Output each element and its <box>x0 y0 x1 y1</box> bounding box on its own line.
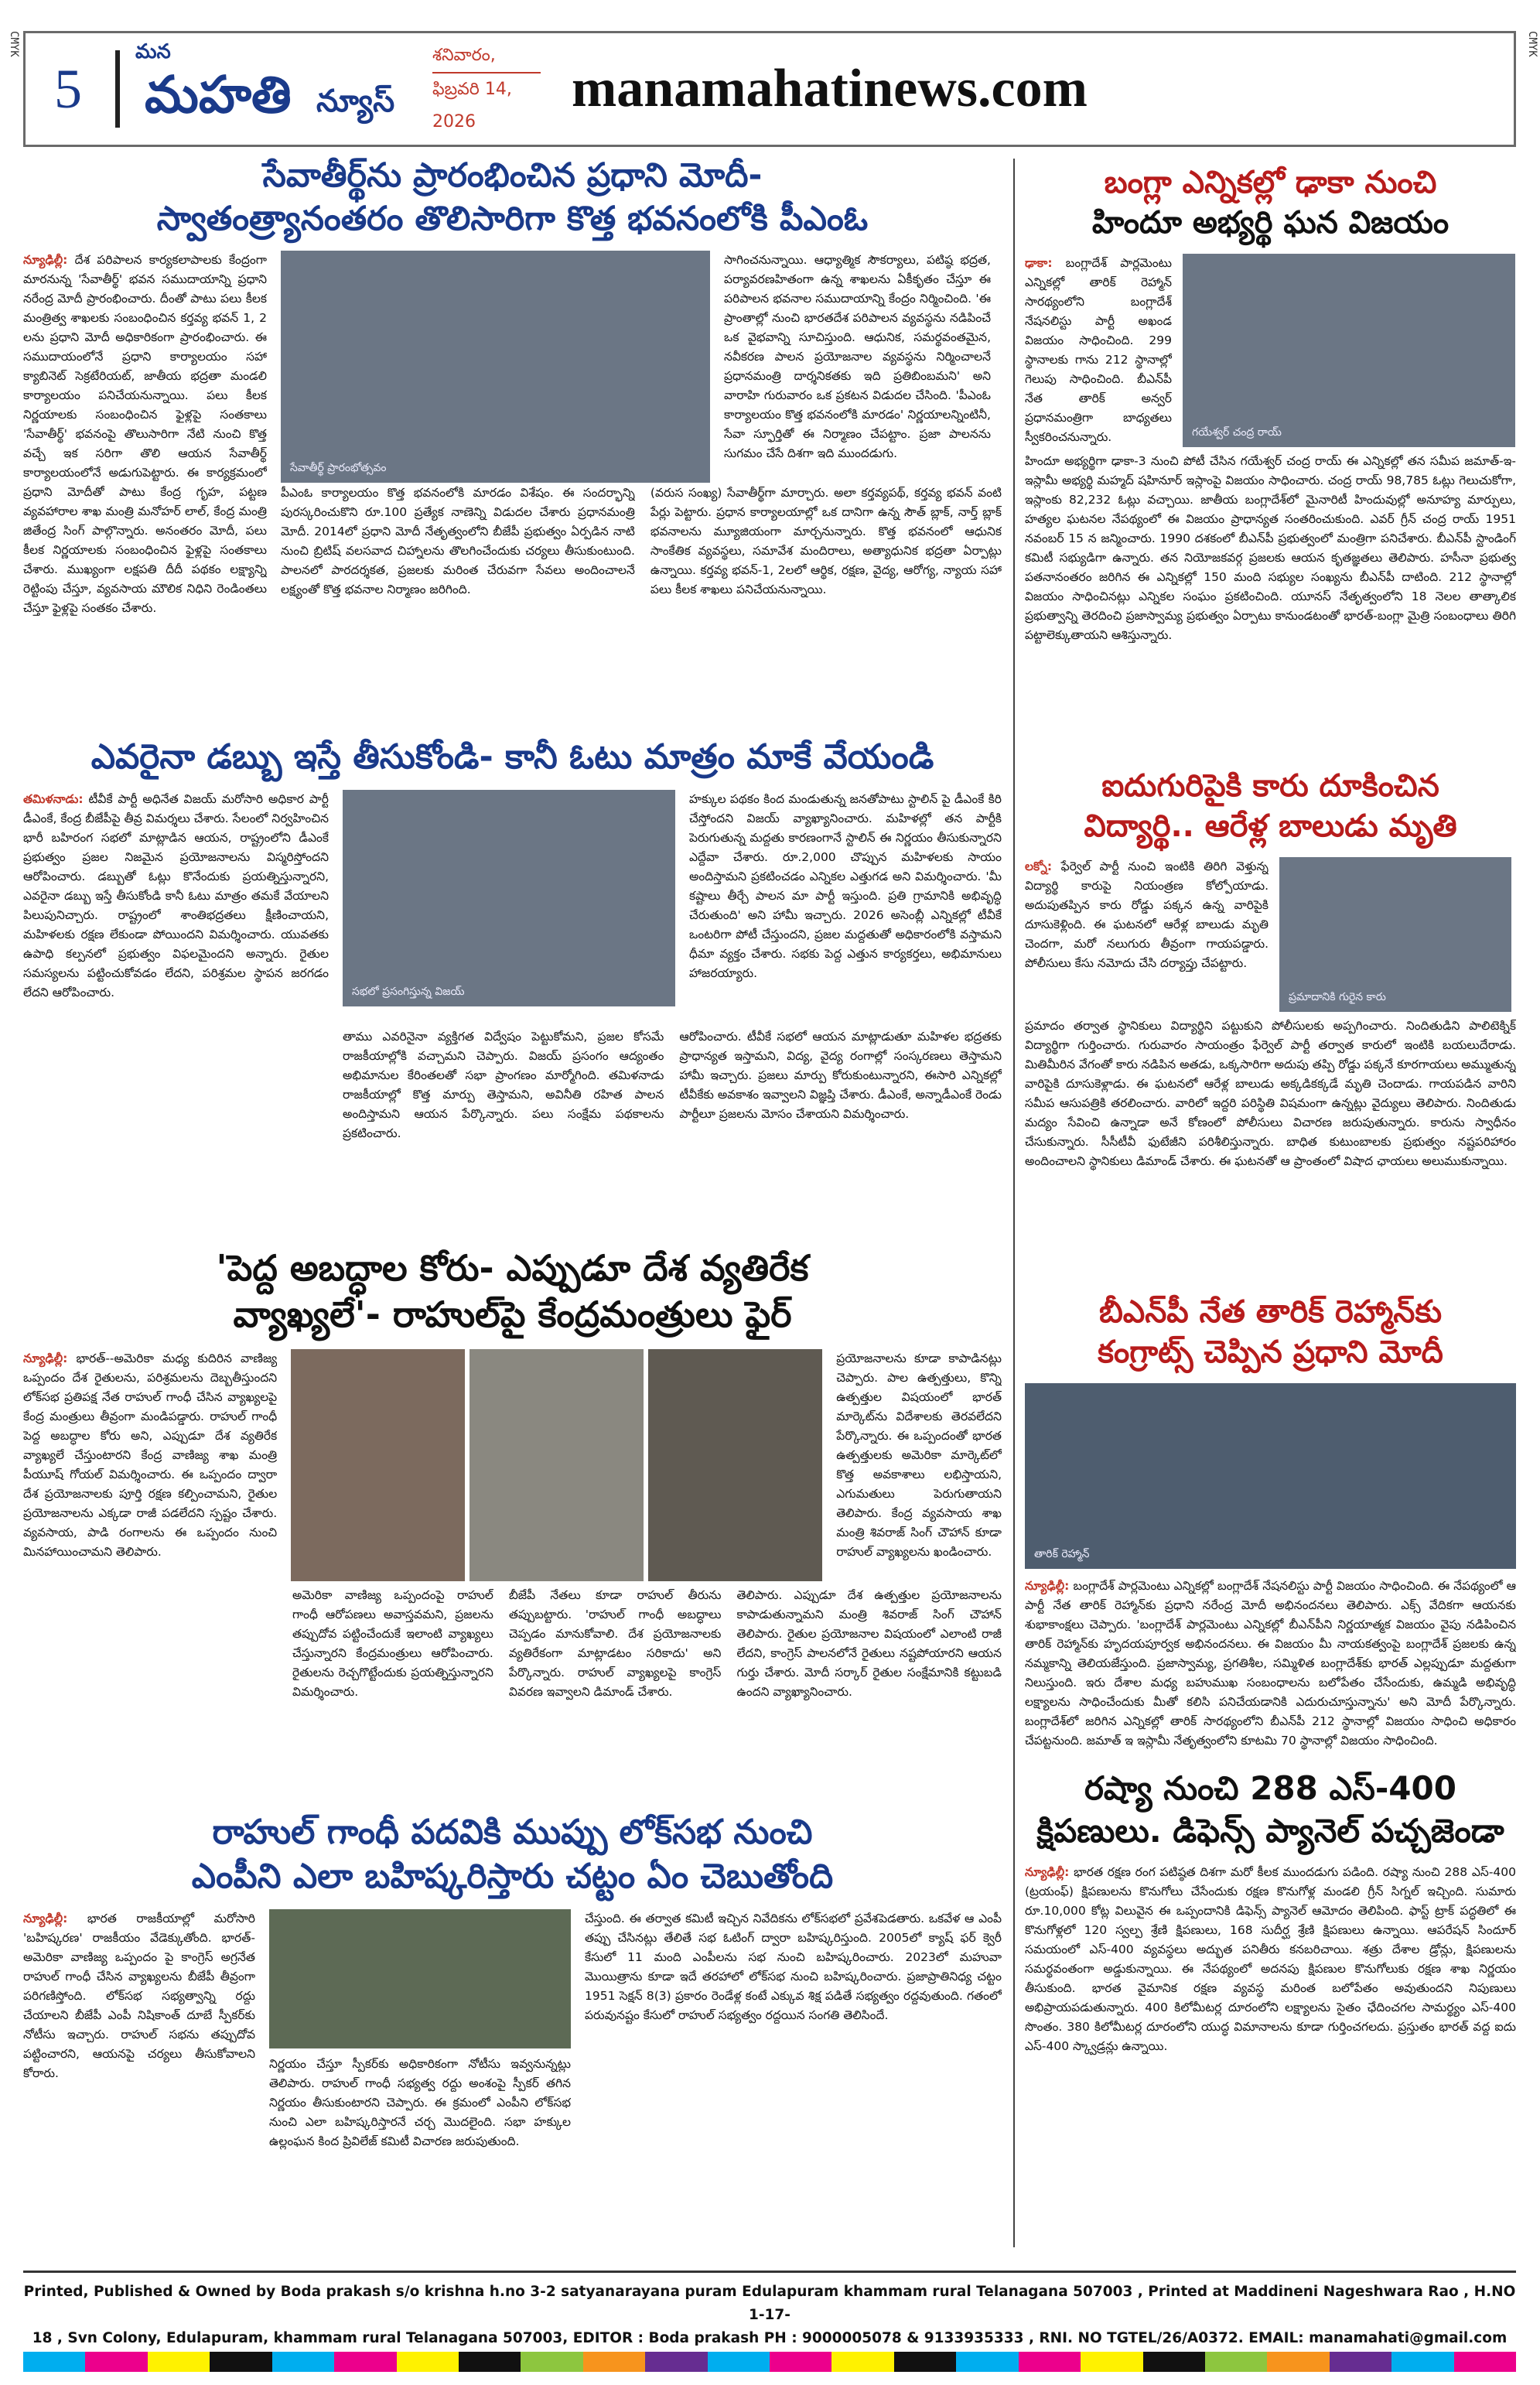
section-divider <box>1013 159 1015 2247</box>
printer-color-bar <box>23 2352 1516 2372</box>
color-swatch <box>148 2352 210 2372</box>
color-swatch <box>521 2352 582 2372</box>
headline-car-2: విద్యార్థి.. ఆరేళ్ల బాలుడు మృతి <box>1084 808 1457 844</box>
cmyk-marks-left: CMYK <box>8 31 20 57</box>
dateline: న్యూఢిల్లీ: <box>1025 1865 1070 1880</box>
article-rahul-ministers <box>23 1245 1002 1795</box>
photo-caption: తారిక్ రెహ్మాన్ <box>1034 1548 1090 1560</box>
article-body: బీజేపీ నేతలు కూడా రాహుల్ తీరును తప్పుబట్టారు. 'రాహుల్ గాంధీ అబద్ధాలు చెప్పడం మానుకోవాలి. దేశ ప్రయోజనాలకు వ్యతిరేకంగా మాట్లాడటం సరికాదు' అని పేర్కొన్నారు. రాహుల్ వ్యాఖ్యలపై కాంగ్రెస్ వివరణ ఇవ్వాలని డిమాండ్ చేశారు. <box>508 1588 722 1699</box>
color-swatch <box>956 2352 1018 2372</box>
color-swatch <box>85 2352 147 2372</box>
dateline: లక్నో: <box>1025 859 1053 873</box>
color-swatch <box>459 2352 521 2372</box>
article-body: హిందూ అభ్యర్థిగా ఢాకా-3 నుంచి పోటీ చేసిన గయేశ్వర్ చంద్ర రాయ్ ఈ ఎన్నికల్లో తన సమీప జమాత్-ఇ-ఇస్లామీ అభ్యర్థి మహ్మద్ షహినూర్ ఇస్లాంపై విజయం సాధించారు. చంద్ర రాయ్ 98,785 ఓట్లు గెలుచుకోగా, ఇస్లాంకు 82,232 ఓట్లు వచ్చాయి. జాతీయ బంగ్లాదేశ్‌లో మైనారిటీ హిందువుల్లో అనూహ్య మార్పులు, హత్యల ఘటనల నేపథ్యంలో ఈ విజయం ప్రాధాన్యత సంతరించుకుంది. ఎవర్ గ్రీన్ చంద్ర రాయ్ 1951 నవంబర్ 15 న జన్మించారు. 1990 దశకంలో బీఎన్‌పీ ప్రభుత్వంలో మంత్రిగా పనిచేశారు. బీఎన్‌పీ స్టాండింగ్ కమిటీ సభ్యుడిగా ఉన్నారు. తన నియోజకవర్గ ప్రజలకు ఆయన కృతజ్ఞతలు తెలిపారు. హసీనా ప్రభుత్వ పతనానంతరం జరిగిన ఈ ఎన్నికల్లో 150 మంది సభ్యుల సంఖ్యను బీఎన్‌పీ దాటింది. 212 స్థానాల్లో విజయం సాధించినట్లు ఎన్నికల సంఘం ప్రకటించింది. యూనస్ నేతృత్వంలోని 18 నెలల తాత్కాలిక ప్రభుత్వాన్ని తెరదించి ప్రజాస్వామ్య ప్రభుత్వం ఏర్పాటు కానుండటంతో భారత్-బంగ్లా మైత్రి సంబంధాలు తిరిగి పట్టాలెక్కుతాయని ఆశిస్తున్నారు. <box>1025 454 1516 642</box>
article-text: దేశ పరిపాలన కార్యకలాపాలకు కేంద్రంగా మారనున్న 'సేవాతీర్థ్' భవన సముదాయాన్ని ప్రధాని నరేంద్ర మోదీ ప్రారంభించారు. దీంతో పాటు పలు కీలక మంత్రిత్వ శాఖలకు సంబంధించిన కర్తవ్య భవన్ 1, 2 లను ప్రధాని మోదీ అధికారికంగా ప్రారంభించారు. ఈ సముదాయంలోనే ప్రధాని కార్యాలయం సహా క్యాబినెట్ సెక్రటేరియట్, జాతీయ భద్రతా మండలి కార్యాలయం పనిచేయనున్నాయి. పలు కీలక నిర్ణయాలకు సంబంధించిన ఫైళ్లపై సంతకాలు 'సేవాతీర్థ్' భవనంపై తొలుసారిగా నేటి నుంచి కొత్త వచ్చే ఇక సరిగా తొలి ఆయన సేవాతీర్థ్ కార్యాలయంలోనే అడుగుపెట్టారు. ఈ కార్యక్రమంలో ప్రధాని మోదీతో పాటు కేంద్ర గృహ, పట్టణ వ్యవహారాల శాఖ మంత్రి మనోహర్ లాల్, కేంద్ర మంత్రి జితేంద్ర సింగ్ పాల్గొన్నారు. అనంతరం మోదీ, పలు కీలక నిర్ణయాలకు సంబంధించిన ఫైళ్లపై సంతకాలు చేశారు. ముఖ్యంగా లక్షపతి దీదీ పథకం లక్ష్యాన్ని రెట్టింపు చేస్తూ, వ్యవసాయ మౌలిక నిధిని రెండింతలు చేస్తూ ఫైళ్లపై సంతకం చేశారు. <box>23 252 267 615</box>
dateline: న్యూఢిల్లీ: <box>23 1912 68 1926</box>
article-body <box>23 1349 277 1782</box>
article-body: సాగించనున్నాయి. ఆధ్యాత్మిక సౌకర్యాలు, పటిష్ఠ భద్రత, పర్యావరణహితంగా ఉన్న శాఖలను ఏకీకృతం చేస్తూ ఈ పరిపాలన భవనాల సముదాయాన్ని కేంద్రం నిర్మించింది. 'ఈ ప్రాంతాల్లో నుంచి భారతదేశ పరిపాలన వ్యవస్థను నడిపించే ఒక వైభవాన్ని సూచిస్తుంది. ఆధునిక, సమర్థవంతమైన, నవీకరణ పాలన ప్రయోజనాల వ్యవస్థను నిర్మించాలనే ప్రధానమంత్రి దార్శనికతకు ఇది ప్రతిబింబమని' అని వారాహి గురువారం ఒక ప్రకటన విడుదల చేసింది. 'పీఎంఓ కార్యాలయం కొత్త భవనంలోకి మారడం' నిర్ణయాలన్నింటినీ, సేవా స్ఫూర్తితో ఈ నిర్మాణం చేపట్టాం. ప్రజా పాలనను సుగమం చేసే దిశగా ఇది ముందడుగు. <box>724 252 991 460</box>
article-photo <box>1279 857 1511 1012</box>
article-text: భారత్--అమెరికా మధ్య కుదిరిన వాణిజ్య ఒప్పందం దేశ రైతులను, పరిశ్రమలను దెబ్బతీస్తుందని లోక్‌సభ ప్రతిపక్ష నేత రాహుల్ గాంధీ చేసిన వ్యాఖ్యలపై కేంద్ర మంత్రులు తీవ్రంగా మండిపడ్డారు. రాహుల్ గాంధీ పెద్ద అబద్ధాల కోరు అని, ఎప్పుడూ దేశ వ్యతిరేక వ్యాఖ్యలే చేస్తుంటారని కేంద్ర వాణిజ్య శాఖ మంత్రి పీయూష్ గోయల్ విమర్శించారు. ఈ ఒప్పందం ద్వారా దేశ ప్రయోజనాలకు పూర్తి రక్షణ కల్పించామని, రైతుల ప్రయోజనాలను ఎక్కడా రాజీ పడలేదని స్పష్టం చేశారు. వ్యవసాయ, పాడి రంగాలను ఈ ఒప్పందం నుంచి మినహాయించామని తెలిపారు. <box>23 1351 278 1559</box>
issue-date-text: ఫిబ్రవరి 14, 2026 <box>432 80 512 132</box>
photo-caption: సేవాతీర్థ్ ప్రారంభోత్సవం <box>290 461 387 474</box>
minister-photo <box>291 1349 465 1581</box>
logo-news: న్యూస్ <box>316 84 395 119</box>
article-seva-teerth <box>23 155 1002 727</box>
article-body: అమెరికా వాణిజ్య ఒప్పందంపై రాహుల్ గాంధీ ఆరోపణలు అవాస్తవమని, ప్రజలను తప్పుదోవ పట్టించేందుకే ఇలాంటి వ్యాఖ్యలు చేస్తున్నారని కేంద్రమంత్రులు ఆరోపించారు. రైతులను రెచ్చగొట్టేందుకు ప్రయత్నిస్తున్నారని విమర్శించారు. <box>292 1588 493 1699</box>
article-photo <box>1025 1383 1516 1569</box>
article-body: ఆరోపించారు. టీవీకే సభలో ఆయన మాట్లాడుతూ మహిళల భద్రతకు ప్రాధాన్యత ఇస్తామని, విద్య, వైద్య రంగాల్లో సంస్కరణలు తెస్తామని హామీ ఇచ్చారు. ప్రజలు మార్పు కోరుకుంటున్నారని, ఈసారి ఎన్నికల్లో టీవీకేకు అవకాశం ఇవ్వాలని విజ్ఞప్తి చేశారు. డీఎంకే, అన్నాడీఎంకే రెండు పార్టీలూ ప్రజలను మోసం చేశాయని విమర్శించారు. <box>679 1030 1002 1121</box>
article-text: బంగ్లాదేశ్ పార్లమెంటు ఎన్నికల్లో బంగ్లాదేశ్ నేషనలిస్టు పార్టీ విజయం సాధించింది. ఈ నేపథ్యంలో ఆ పార్టీ నేత తారిక్ రెహ్మాన్‌కు ప్రధాని నరేంద్ర మోదీ అభినందనలు తెలిపారు. ఎక్స్ వేదికగా ఆయనకు శుభాకాంక్షలు చెప్పారు. 'బంగ్లాదేశ్ పార్లమెంటు ఎన్నికల్లో బీఎన్‌పీని నిర్ణయాత్మక విజయం వైపు నడిపించిన తారిక్ రెహ్మాన్‌కు హృదయపూర్వక అభినందనలు. ఈ విజయం మీ నాయకత్వంపై బంగ్లాదేశ్ ప్రజలకు ఉన్న నమ్మకాన్ని తెలియజేస్తుంది. ప్రజాస్వామ్య, ప్రగతిశీల, సమ్మిళిత బంగ్లాదేశ్‌కు భారత్ ఎల్లప్పుడూ మద్దతుగా నిలుస్తుంది. ఇరు దేశాల మధ్య బహుముఖ సంబంధాలను బలోపేతం చేసేందుకు, ఉమ్మడి అభివృద్ధి లక్ష్యాలను సాధించేందుకు మీతో కలిసి పనిచేయడానికి ఎదురుచూస్తున్నాను' అని మోదీ పేర్కొన్నారు. బంగ్లాదేశ్‌లో జరిగిన ఎన్నికల్లో తారిక్ సారథ్యంలోని బీఎన్‌పీ 212 స్థానాల్లో విజయం సాధించి అధికారం చేపట్టనుంది. జమాత్ ఇ ఇస్లామీ నేతృత్వంలోని కూటమి 70 స్థానాల్లో విజయం సాధించింది. <box>1025 1579 1516 1748</box>
color-swatch <box>1391 2352 1453 2372</box>
photo-caption: సభలో ప్రసంగిస్తున్న విజయ్ <box>352 986 465 999</box>
color-swatch <box>1081 2352 1142 2372</box>
headline-rahul-1: 'పెద్ద అబద్ధాల కోరు- ఎప్పుడూ దేశ వ్యతిరేక <box>216 1247 809 1289</box>
issue-weekday: శనివారం, <box>432 39 541 73</box>
article-body: హక్కుల పథకం కింద మండుతున్న జనతోపాటు స్టాలిన్ పై డీఎంకే కిరి చేస్తోందని విజయ్ వ్యాఖ్యానించారు. మహిళల్లో తన పార్టీకి పెరుగుతున్న మద్దతు కారణంగానే స్టాలిన్ ఈ నిర్ణయం తీసుకున్నారని ఎద్దేవా చేశారు. రూ.2,000 చొప్పున మహిళలకు సాయం అందిస్తామని ప్రకటించడం ఎన్నికల ఎత్తుగడ అని విమర్శించారు. 'మీ కష్టాలు తీర్చే పాలన మా పార్టీ ఇస్తుంది. ప్రతి గ్రామానికి అభివృద్ధి చేరుతుంది' అని హామీ ఇచ్చారు. 2026 అసెంబ్లీ ఎన్నికల్లో టీవీకే ఒంటరిగా పోటీ చేస్తుందని, ప్రజల మద్దతుతో అధికారంలోకి వస్తామని ధీమా వ్యక్తం చేశారు. సభకు పెద్ద ఎత్తున కార్యకర్తలు, అభిమానులు హాజరయ్యారు. <box>689 792 1002 981</box>
headline-vijay: ఎవరైనా డబ్బు ఇస్తే తీసుకోండి- కానీ ఓటు మాత్రం మాకే వేయండి <box>90 737 934 777</box>
issue-date <box>432 39 541 138</box>
article-body <box>23 1909 255 2250</box>
headline-s400-2: క్షిపణులు. డిఫెన్స్ ప్యానెల్ పచ్చజెండా <box>1036 1811 1504 1850</box>
article-tarique-rahman <box>1025 1292 1516 1756</box>
dateline: న్యూఢిల్లీ: <box>23 252 68 267</box>
article-mp-disqualification <box>23 1810 1002 2263</box>
headline-s400-1: రష్యా నుంచి 288 ఎస్-400 <box>1084 1769 1456 1807</box>
newspaper-logo <box>131 39 432 139</box>
color-swatch <box>1019 2352 1081 2372</box>
headline-disq-2: ఎంపీని ఎలా బహిష్కరిస్తారు చట్టం ఏం చెబుతోంది <box>191 1857 834 1897</box>
color-swatch <box>1454 2352 1516 2372</box>
article-body: చేస్తుంది. ఈ తర్వాత కమిటీ ఇచ్చిన నివేదికను లోక్‌సభలో ప్రవేశపెడతారు. ఒకవేళ ఆ ఎంపీ తప్పు చేసినట్లు తేలితే సభ ఓటింగ్ ద్వారా బహిష్కరిస్తుంది. 2005లో క్యాష్ ఫర్ క్వెరీ కేసులో 11 మంది ఎంపీలను సభ నుంచి బహిష్కరించారు. 2023లో మహువా మొయిత్రాను కూడా ఇదే తరహాలో లోక్‌సభ నుంచి బహిష్కరించారు. ప్రజాప్రాతినిధ్య చట్టం 1951 సెక్షన్ 8(3) ప్రకారం రెండేళ్ల కంటే ఎక్కువ శిక్ష పడితే సభ్యత్వం రద్దవుతుంది. గతంలో పరువునష్టం కేసులో రాహుల్ సభ్యత్వం రద్దయిన సంగతి తెలిసిందే. <box>585 1912 1002 2023</box>
article-text: టీవీకే పార్టీ అధినేత విజయ్ మరోసారి అధికార పార్టీ డీఎంకే, కేంద్ర బీజేపీపై తీవ్ర విమర్శలు చేశారు. సేలంలో నిర్వహించిన భారీ బహిరంగ సభలో మాట్లాడిన ఆయన, రాష్ట్రంలోని డీఎంకే ప్రభుత్వం ప్రజల నిజమైన ప్రయోజనాలను విస్మరిస్తోందని ఆరోపించారు. డబ్బుతో ఓట్లు కొనేందుకు ప్రయత్నిస్తున్నారని, ఎవరైనా డబ్బు ఇస్తే తీసుకోండి కానీ ఓటు మాత్రం తమకే వేయాలని పిలుపునిచ్చారు. రాష్ట్రంలో శాంతిభద్రతలు క్షీణించాయని, మహిళలకు రక్షణ లేకుండా పోయిందని విమర్శించారు. యువతకు ఉపాధి కల్పనలో ప్రభుత్వం విఫలమైందని అన్నారు. రైతుల సమస్యలను పట్టించుకోవడం లేదని, పరిశ్రమల స్థాపన జరగడం లేదని ఆరోపించారు. <box>23 792 329 1000</box>
headline-disq-1: రాహుల్ గాంధీ పదవికి ముప్పు లోక్‌సభ నుంచి <box>212 1813 813 1852</box>
headline-tarique-1: బీఎన్‌పీ నేత తారిక్ రెహ్మాన్‌కు <box>1098 1294 1443 1330</box>
masthead-separator <box>115 50 120 128</box>
color-swatch <box>770 2352 831 2372</box>
dateline: న్యూఢిల్లీ: <box>1025 1579 1070 1593</box>
color-swatch <box>397 2352 459 2372</box>
article-photo <box>281 251 710 483</box>
rahul-photo <box>470 1349 644 1581</box>
article-text: భారత రక్షణ రంగ పటిష్ఠత దిశగా మరో కీలక ముందడుగు పడింది. రష్యా నుంచి 288 ఎస్-400 (ట్రయంఫ్) క్షిపణులను కొనుగోలు చేసేందుకు రక్షణ కొనుగోళ్ల మండలి గ్రీన్ సిగ్నల్ ఇచ్చింది. సుమారు రూ.10,000 కోట్ల విలువైన ఈ ఒప్పందానికి డిఫెన్స్ ప్యానెల్ ఆమోదం తెలిపింది. ఫాస్ట్ ట్రాక్ పద్ధతిలో ఈ కొనుగోళ్లలో 120 స్వల్ప శ్రేణి క్షిపణులు, 168 సుదీర్ఘ శ్రేణి క్షిపణులు ఉన్నాయి. ఆపరేషన్ సిందూర్ సమయంలో ఎస్-400 వ్యవస్థలు అద్భుత పనితీరు కనబరిచాయి. శత్రు దేశాల డ్రోన్లు, క్షిపణులను సమర్థవంతంగా అడ్డుకున్నాయి. ఈ నేపథ్యంలో అదనపు క్షిపణుల కొనుగోలుకు రక్షణ శాఖ నిర్ణయం తీసుకుంది. భారత వైమానిక రక్షణ వ్యవస్థ మరింత బలోపేతం అవుతుందని నిపుణులు అభిప్రాయపడుతున్నారు. 400 కిలోమీటర్ల దూరంలోని లక్ష్యాలను సైతం ఛేదించగల సామర్థ్యం ఎస్-400 సొంతం. 380 కిలోమీటర్ల దూరంలోని యుద్ధ విమానాలను కూడా గుర్తించగలదు. ప్రస్తుతం భారత్ వద్ద ఐదు ఎస్-400 స్క్వాడ్రన్లు ఉన్నాయి. <box>1025 1865 1516 2054</box>
headline-car-1: ఐదుగురిపైకి కారు దూకించిన <box>1101 768 1439 804</box>
color-swatch <box>210 2352 271 2372</box>
article-body <box>23 790 329 1223</box>
imprint-footer <box>23 2271 1516 2346</box>
article-body: పీఎంఓ కార్యాలయం కొత్త భవనంలోకి మారడం విశేషం. ఈ సందర్భాన్ని పురస్కరించుకొని రూ.100 ప్రత్యేక నాణెన్ని విడుదల చేశారు ప్రధానమంత్రి మోదీ. 2014లో ప్రధాని మోదీ నేతృత్వంలోని బీజేపీ ప్రభుత్వం ఏర్పడిన నాటి నుంచి బ్రిటిష్ వలసవాద చిహ్నాలను తొలగించేందుకు చర్యలు తీసుకుంటుంది. పాలనలో పారదర్శకత, ప్రజలకు మరింత చేరువగా సేవలు అందించాలనే లక్ష్యంతో కొత్త భవనాల నిర్మాణం జరిగింది. <box>281 486 635 596</box>
color-swatch <box>708 2352 770 2372</box>
logo-mana: మన <box>135 40 171 63</box>
imprint-line-1: Printed, Published & Owned by Boda prakash s/o krishna h.no 3-2 satyanarayana puram Edulapuram khammam rural Telanagana 507003 , Printed at Maddineni Nageshwara Rao , H.NO 1-17- <box>23 2284 1516 2323</box>
color-swatch <box>645 2352 707 2372</box>
color-swatch <box>894 2352 956 2372</box>
article-body <box>1025 1863 1516 2226</box>
article-body: ప్రమాదం తర్వాత స్థానికులు విద్యార్థిని పట్టుకుని పోలీసులకు అప్పగించారు. నిందితుడిని పాలిటెక్నిక్ విద్యార్థిగా గుర్తించారు. గురువారం సాయంత్రం ఫేర్వెల్ పార్టీ తర్వాత కారులో ఇంటికి బయలుదేరాడు. మితిమీరిన వేగంతో కారు నడిపిన అతడు, ఒక్కసారిగా అదుపు తప్పి రోడ్డు పక్కనే కూరగాయలు అమ్ముతున్న వారిపైకి దూసుకెళ్లాడు. ఈ ఘటనలో ఆరేళ్ల బాలుడు అక్కడికక్కడే మృతి చెందాడు. గాయపడిన వారిని సమీప ఆసుపత్రికి తరలించారు. వారిలో ఇద్దరి పరిస్థితి విషమంగా ఉన్నట్లు వైద్యులు తెలిపారు. నిందితుడు మద్యం సేవించి ఉన్నాడా అనే కోణంలో పోలీసులు విచారణ జరుపుతున్నారు. కారును స్వాధీనం చేసుకున్నారు. సీసీటీవీ ఫుటేజీని పరిశీలిస్తున్నారు. బాధిత కుటుంబాలకు ప్రభుత్వం నష్టపరిహారం అందించాలని స్థానికులు డిమాండ్ చేశారు. ఈ ఘటనతో ఆ ప్రాంతంలో విషాద ఛాయలు అలుముకున్నాయి. <box>1025 1019 1516 1168</box>
headline-seva-teerth-1: సేవాతీర్థ్‌ను ప్రారంభించిన ప్రధాని మోదీ- <box>262 156 763 195</box>
parliament-photo <box>269 1909 571 2048</box>
article-vijay-rally <box>23 735 1002 1230</box>
article-body: (వరుస సంఖ్య) సేవాతీర్థ్‌గా మార్చారు. అలా కర్తవ్యపథ్, కర్తవ్య భవన్ వంటి పేర్లు పెట్టారు. ప్రధాన కార్యాలయాల్లో ఒక దానిగా ఉన్న సౌత్ బ్లాక్, నార్త్ బ్లాక్ భవనాలను మ్యూజియంగా మార్చనున్నారు. కొత్త భవనంలో ఆధునిక సాంకేతిక వ్యవస్థలు, సమావేశ మందిరాలు, అత్యాధునిక భద్రతా ఏర్పాట్లు ఉన్నాయి. కర్తవ్య భవన్-1, 2లలో ఆర్థిక, రక్షణ, వైద్య, ఆరోగ్య, న్యాయ సహా పలు కీలక శాఖలు పనిచేయనున్నాయి. <box>650 486 1002 596</box>
article-photo <box>1183 254 1515 447</box>
headline-dhaka-1: బంగ్లా ఎన్నికల్లో ఢాకా నుంచి <box>1104 165 1437 200</box>
minister-photo <box>648 1349 822 1581</box>
article-body <box>1025 857 1269 1012</box>
masthead <box>23 31 1516 147</box>
article-body: తెలిపారు. ఎప్పుడూ దేశ ఉత్పత్తుల ప్రయోజనాలను కాపాడుతున్నామని మంత్రి శివరాజ్ సింగ్ చౌహాన్ తెలిపారు. రైతుల ప్రయోజనాల విషయంలో ఎలాంటి రాజీ లేదని, కాంగ్రెస్ పాలనలోనే రైతులు నష్టపోయారని ఆయన గుర్తు చేశారు. మోదీ సర్కార్ రైతుల సంక్షేమానికి కట్టుబడి ఉందని వ్యాఖ్యానించారు. <box>736 1588 1002 1699</box>
article-body <box>1025 1577 1516 1755</box>
photo-caption: ప్రమాదానికి గురైన కారు <box>1289 991 1386 1003</box>
article-body: ప్రయోజనాలను కూడా కాపాడినట్లు చెప్పారు. పాల ఉత్పత్తులు, కొన్ని ఉత్పత్తుల విషయంలో భారత్ మార్కెట్‌ను విదేశాలకు తెరవలేదని పేర్కొన్నారు. ఈ ఒప్పందంతో భారత ఉత్పత్తులకు అమెరికా మార్కెట్‌లో కొత్త అవకాశాలు లభిస్తాయని, ఎగుమతులు పెరుగుతాయని తెలిపారు. కేంద్ర వ్యవసాయ శాఖ మంత్రి శివరాజ్ సింగ్ చౌహాన్ కూడా రాహుల్ వ్యాఖ్యలను ఖండించారు. <box>836 1351 1002 1559</box>
color-swatch <box>1330 2352 1391 2372</box>
article-text: బంగ్లాదేశ్ పార్లమెంటు ఎన్నికల్లో తారిక్ రెహ్మాన్ సారథ్యంలోని బంగ్లాదేశ్ నేషనలిస్టు పార్టీ అఖండ విజయం సాధించింది. 299 స్థానాలకు గాను 212 స్థానాల్లో గెలుపు సాధించింది. బీఎన్‌పీ నేత తారిక్ అన్వర్ ప్రధానమంత్రిగా బాధ్యతలు స్వీకరించనున్నారు. <box>1025 256 1172 444</box>
article-text: ఫేర్వెల్ పార్టీ నుంచి ఇంటికి తిరిగి వెళ్తున్న విద్యార్థి కారుపై నియంత్రణ కోల్పోయాడు. అదుపుతప్పిన కారు రోడ్డు పక్కన ఉన్న వారిపైకి దూసుకెళ్లింది. ఈ ఘటనలో ఆరేళ్ల బాలుడు మృతి చెందగా, మరో నలుగురు తీవ్రంగా గాయపడ్డారు. పోలీసులు కేసు నమోదు చేసి దర్యాప్తు చేపట్టారు. <box>1025 859 1269 970</box>
article-photo <box>343 790 675 1006</box>
cmyk-marks-right: CMYK <box>1526 31 1538 57</box>
headline-seva-teerth-2: స్వాతంత్ర్యానంతరం తొలిసారిగా కొత్త భవనంలోకి పీఎంఓ <box>156 199 869 238</box>
imprint-line-2: 18 , Svn Colony, Edulapuram, khammam rural Telanagana 507003, EDITOR : Boda prakash PH : 9000005078 & 9133935333 , RNI. NO TGTEL/26/A0372. EMAIL: manamahati@gmail.com <box>32 2330 1508 2346</box>
color-swatch <box>583 2352 645 2372</box>
headline-tarique-2: కంగ్రాట్స్ చెప్పిన ప్రధాని మోదీ <box>1098 1334 1443 1370</box>
color-swatch <box>1267 2352 1329 2372</box>
website-name: manamahatinews.com <box>572 59 1088 118</box>
color-swatch <box>1143 2352 1205 2372</box>
color-swatch <box>334 2352 396 2372</box>
dateline: తమిళనాడు: <box>23 792 84 807</box>
color-swatch <box>272 2352 334 2372</box>
color-swatch <box>1205 2352 1267 2372</box>
dateline: న్యూఢిల్లీ: <box>23 1351 68 1365</box>
photo-caption: గయేశ్వర్ చంద్ర రాయ్ <box>1192 426 1282 439</box>
article-body <box>23 251 267 653</box>
dateline: ఢాకా: <box>1025 256 1053 270</box>
color-swatch <box>23 2352 85 2372</box>
article-body: నిర్ణయం చేస్తూ స్పీకర్‌కు అధికారికంగా నోటీసు ఇవ్వనున్నట్లు తెలిపారు. రాహుల్ గాంధీ సభ్యత్వ రద్దు అంశంపై స్పీకర్ తగిన నిర్ణయం తీసుకుంటారని చెప్పారు. ఈ క్రమంలో ఎంపీని లోక్‌సభ నుంచి ఎలా బహిష్కరిస్తారనే చర్చ మొదలైంది. సభా హక్కుల ఉల్లంఘన కింద ప్రివిలేజ్ కమిటీ విచారణ జరుపుతుంది. <box>269 2057 571 2149</box>
color-swatch <box>831 2352 893 2372</box>
page-number: 5 <box>54 57 82 120</box>
article-body: తాము ఎవరినైనా వ్యక్తిగత విద్వేషం పెట్టుకోమని, ప్రజల కోసమే రాజకీయాల్లోకి వచ్చామని చెప్పారు. విజయ్ ప్రసంగం ఆద్యంతం అభిమానుల కేరింతలతో సభా ప్రాంగణం మార్మోగింది. తమిళనాడు రాజకీయాల్లో కొత్త మార్పు తెస్తామని, అవినీతి రహిత పాలన అందిస్తామని ఆయన పేర్కొన్నారు. పలు సంక్షేమ పథకాలను ప్రకటించారు. <box>343 1030 664 1140</box>
article-s400 <box>1025 1768 1516 2263</box>
article-car-accident <box>1025 766 1516 1284</box>
article-body <box>1025 254 1172 447</box>
logo-mahati: మహతి <box>145 65 292 125</box>
article-dhaka-election <box>1025 162 1516 735</box>
article-text: భారత రాజకీయాల్లో మరోసారి 'బహిష్కరణ' రాజకీయం వేడెక్కుతోంది. భారత్-అమెరికా వాణిజ్య ఒప్పందం పై కాంగ్రెస్ అగ్రనేత రాహుల్ గాంధీ చేసిన వ్యాఖ్యలను బీజేపీ తీవ్రంగా పరిగణిస్తోంది. లోక్‌సభ సభ్యత్వాన్ని రద్దు చేయాలని బీజేపీ ఎంపీ నిషికాంత్ దూబే స్పీకర్‌కు నోటీసు ఇచ్చారు. రాహుల్ సభను తప్పుదోవ పట్టించారని, ఆయనపై చర్యలు తీసుకోవాలని కోరారు. <box>23 1912 255 2081</box>
headline-rahul-2: వ్యాఖ్యలే'- రాహుల్‌పై కేంద్రమంత్రులు ఫైర్ <box>233 1293 792 1335</box>
headline-dhaka-2: హిందూ అభ్యర్థి ఘన విజయం <box>1091 205 1450 241</box>
